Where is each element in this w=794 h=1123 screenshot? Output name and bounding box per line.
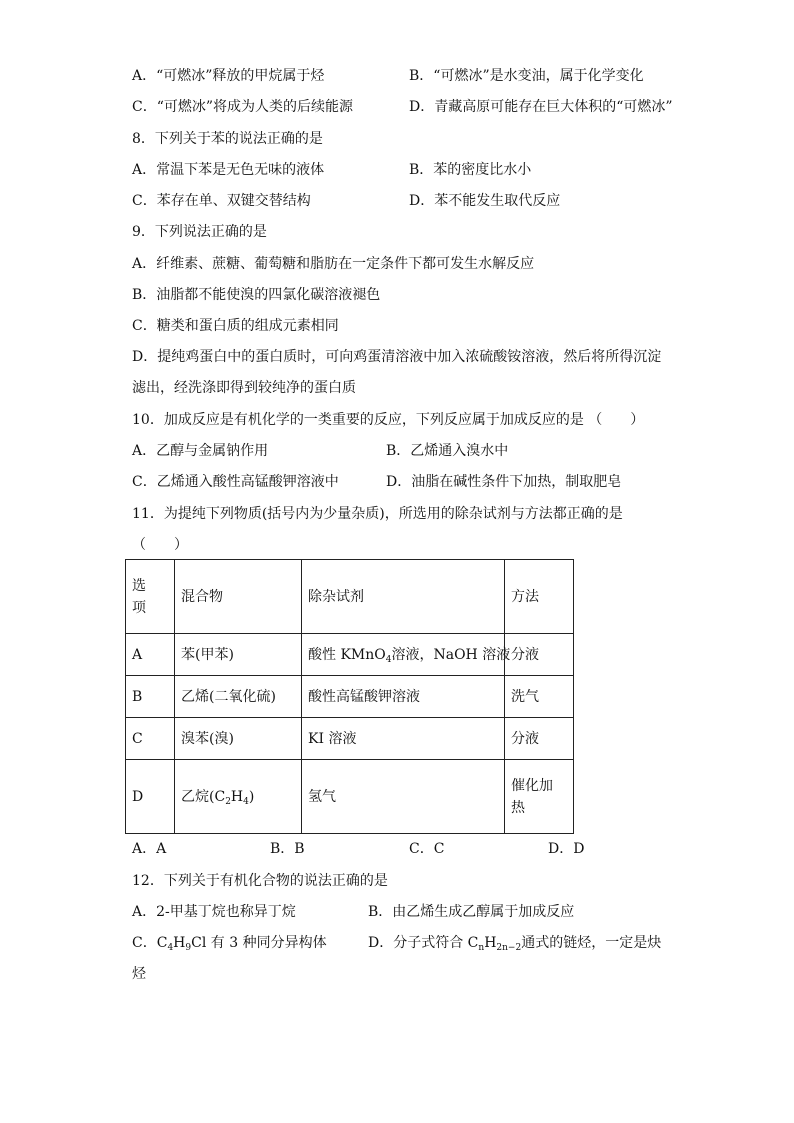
q11-answer-bracket: （ ） [132,537,188,553]
mixture-text: 乙烷(C [181,788,226,805]
header-reagent: 除杂试剂 [302,560,505,634]
q11-answer-b: B．B [270,841,305,857]
row-method [505,760,574,834]
q9-stem: 9．下列说法正确的是 [132,224,267,240]
q9-option-d-line2: 滤出，经洗涤即得到较纯净的蛋白质 [132,380,356,396]
table-row [126,676,574,718]
row-reagent: KI 溶液 [302,718,505,760]
row-method: 分液 [505,634,574,676]
reagent-text: 酸性 KMnO [308,646,386,663]
option-d-text-post: 通式的链烃，一定是炔 [521,935,662,951]
option-c-text: C．C [132,935,168,951]
q12-option-c [132,933,327,953]
mixture-text-post: ) [248,788,255,805]
q10-option-b: B．乙烯通入溴水中 [386,443,509,459]
q8-option-a: A．常温下苯是无色无味的液体 [132,162,325,178]
q11-answer-a: A．A [132,841,167,857]
mixture-subscript-2: 4 [243,796,249,807]
q11-answer-d: D．D [548,841,585,857]
row-option: B [126,676,175,718]
q8-stem: 8．下列关于苯的说法正确的是 [132,131,323,147]
q10-stem: 10．加成反应是有机化学的一类重要的反应，下列反应属于加成反应的是 （ ） [132,412,645,428]
q12-option-d-line2: 烃 [132,966,146,982]
reagent-subscript: 4 [385,654,392,665]
q9-option-c: C．糖类和蛋白质的组成元素相同 [132,318,339,334]
q12-option-b: B．由乙烯生成乙醇属于加成反应 [368,904,575,920]
q8-option-b: B．苯的密度比水小 [409,162,532,178]
row-reagent: 氢气 [302,760,505,834]
q9-option-d-line1: D．提纯鸡蛋白中的蛋白质时，可向鸡蛋清溶液中加入浓硫酸铵溶液，然后将所得沉淀 [132,349,662,365]
option-d-text: D．分子式符合 C [368,935,479,951]
method-line1: 催化加 [511,777,553,794]
row-reagent [302,634,511,676]
header-mixture: 混合物 [175,560,302,634]
q7-option-b: B．“可燃冰”是水变油，属于化学变化 [409,68,644,84]
q12-option-a: A．2-甲基丁烷也称异丁烷 [132,904,296,920]
option-d-text-mid: H [484,935,497,951]
row-mixture: 苯(甲苯) [175,634,302,676]
option-c-text-post: Cl 有 3 种同分异构体 [191,935,327,951]
q10-option-c: C．乙烯通入酸性高锰酸钾溶液中 [132,474,339,490]
q11-options-table [125,559,574,834]
row-option: C [126,718,175,760]
q11-answer-c: C．C [409,841,445,857]
q7-option-d: D．青藏高原可能存在巨大体积的“可燃冰” [409,99,673,115]
q10-option-a: A．乙醇与金属钠作用 [132,443,269,459]
q10-option-d: D．油脂在碱性条件下加热，制取肥皂 [386,474,622,490]
table-row [126,760,574,834]
row-mixture [175,760,302,834]
q12-stem: 12．下列关于有机化合物的说法正确的是 [132,873,388,889]
header-option-line2: 项 [132,599,146,616]
table-header-row [126,560,574,634]
q7-option-c: C．“可燃冰”将成为人类的后续能源 [132,99,354,115]
option-d-subscript-2: 2n−2 [496,943,522,953]
q12-option-d [368,933,661,953]
method-line2: 热 [511,799,525,816]
option-d-subscript-1: n [478,943,485,953]
q8-option-c: C．苯存在单、双键交替结构 [132,193,311,209]
mixture-subscript-1: 2 [225,796,231,807]
option-c-subscript-2: 9 [185,943,192,953]
row-mixture: 溴苯(溴) [175,718,302,760]
option-c-subscript-1: 4 [167,943,174,953]
row-reagent: 酸性高锰酸钾溶液 [302,676,505,718]
table-row [126,718,574,760]
header-option [126,560,175,634]
table-row [126,634,574,676]
q7-option-a: A．“可燃冰”释放的甲烷属于烃 [132,68,325,84]
q11-stem: 11．为提纯下列物质(括号内为少量杂质)，所选用的除杂试剂与方法都正确的是 [132,506,623,522]
q9-option-a: A．纤维素、蔗糖、葡萄糖和脂肪在一定条件下都可发生水解反应 [132,256,535,272]
mixture-text-mid: H [230,788,244,805]
row-method: 洗气 [505,676,574,718]
q9-option-b: B．油脂都不能使溴的四氯化碳溶液褪色 [132,287,381,303]
header-method: 方法 [505,560,574,634]
row-method: 分液 [505,718,574,760]
header-option-line1: 选 [132,577,146,594]
q8-option-d: D．苯不能发生取代反应 [409,193,561,209]
option-c-text-mid: H [173,935,186,951]
row-mixture: 乙烯(二氧化硫) [175,676,302,718]
reagent-text-post: 溶液，NaOH 溶液 [391,646,511,663]
row-option: D [126,760,175,834]
row-option: A [126,634,175,676]
